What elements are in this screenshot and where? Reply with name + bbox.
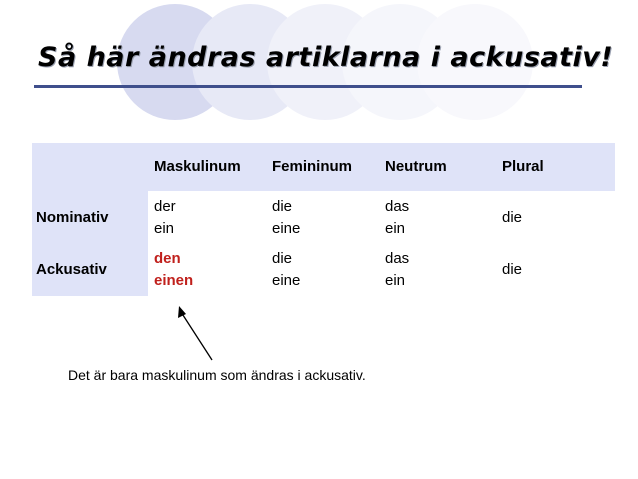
cell-nominativ-femininum bbox=[266, 191, 379, 244]
cell-nominativ-plural: die bbox=[502, 208, 523, 226]
corner-cell bbox=[32, 143, 148, 191]
cell-text: ein bbox=[385, 272, 406, 289]
cell-text: die bbox=[272, 197, 293, 215]
row-label-nominativ: Nominativ bbox=[32, 191, 148, 244]
cell-nominativ-neutrum bbox=[379, 191, 496, 244]
cell-text: eine bbox=[272, 272, 301, 289]
title-underline bbox=[34, 85, 582, 88]
table-header-row bbox=[32, 143, 615, 191]
cell-text: das bbox=[385, 250, 410, 267]
header-plural: Plural bbox=[496, 143, 615, 191]
header-maskulinum-text: Maskulinum bbox=[154, 158, 241, 175]
cell-text: die bbox=[272, 250, 293, 267]
article-table bbox=[32, 143, 615, 296]
row-label-ackusativ: Ackusativ bbox=[32, 244, 148, 296]
cell-nominativ-maskulinum bbox=[148, 191, 266, 244]
header-maskulinum bbox=[148, 143, 266, 191]
table-row bbox=[32, 191, 615, 244]
cell-text: eine bbox=[272, 219, 301, 237]
cell-ackusativ-femininum bbox=[266, 244, 379, 296]
cell-text: ein bbox=[154, 219, 175, 237]
highlighted-article: den bbox=[154, 250, 181, 267]
cell-text: der bbox=[154, 197, 176, 215]
header-neutrum: Neutrum bbox=[379, 143, 496, 191]
cell-ackusativ-maskulinum bbox=[148, 244, 266, 296]
explanation-note: Det är bara maskulinum som ändras i ackusativ. bbox=[68, 367, 366, 383]
slide-title: Så här ändras artiklarna i ackusativ! bbox=[38, 42, 614, 73]
table-row bbox=[32, 244, 615, 296]
cell-text: das bbox=[385, 197, 410, 215]
cell-ackusativ-neutrum bbox=[379, 244, 496, 296]
highlighted-article: einen bbox=[154, 272, 194, 289]
cell-ackusativ-plural: die bbox=[502, 261, 523, 278]
cell-text: ein bbox=[385, 219, 406, 237]
header-femininum: Femininum bbox=[266, 143, 379, 191]
